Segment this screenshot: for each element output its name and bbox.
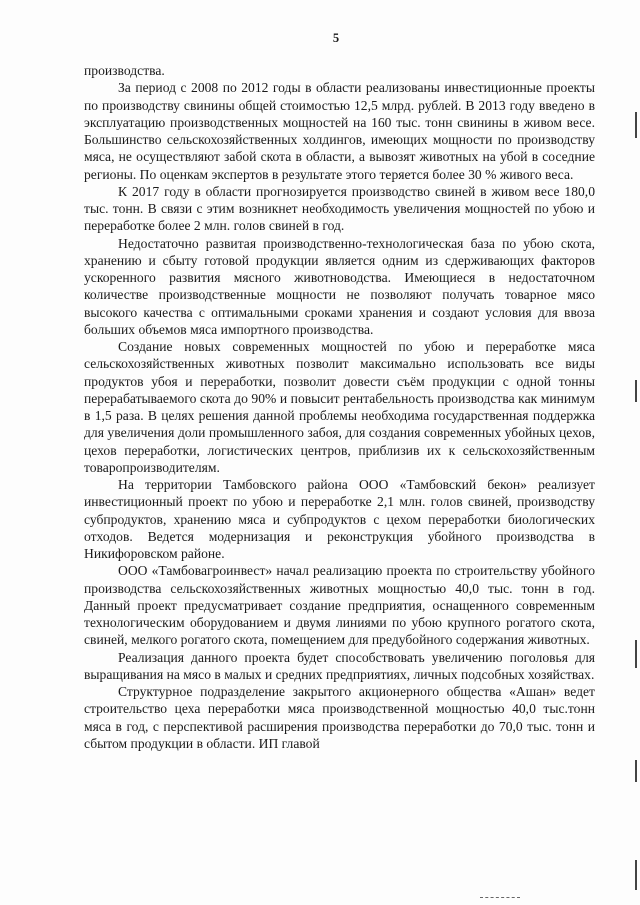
scan-mark <box>635 860 637 890</box>
scan-mark <box>635 760 637 782</box>
paragraph-continuation: производства. <box>84 63 165 78</box>
paragraph-insufficient-base: Недостаточно развитая производственно-технологическая база по убою скота, хранению и сбыту готовой продукции является одним из сдерживающих факторов ускоренного развития мясного животноводства. Имеющиеся в недостаточном количестве производственные мощности не позволяют получать товарное мясо высокого качества с оптимальными сроками хранения и создают условия для ввоза больших объемов мяса импортного производства. <box>84 235 595 337</box>
scan-mark <box>635 380 637 402</box>
paragraph-project-implementation: Реализация данного проекта будет способствовать увеличению поголовья для выращивания на мясо в малых и средних предприятиях, личных подсобных хозяйствах. <box>84 649 595 682</box>
paragraph-tambovagroinvest: ООО «Тамбовагроинвест» начал реализацию проекта по строительству убойного производства сельскохозяйственных животных мощностью 40,0 тыс. тонн в год. Данный проект предусматривает создание предприятия, оснащенного современным технологическим оборудованием и двумя линиями по убою крупного рогатого скота, свиней, мелкого рогатого скота, помещением для предубойного содержания животных. <box>84 563 595 648</box>
page-number: 5 <box>332 31 340 45</box>
document-body <box>84 62 595 752</box>
paragraph-investment-projects: За период с 2008 по 2012 годы в области реализованы инвестиционные проекты по производству свинины общей стоимостью 12,5 млрд. рублей. В 2013 году введено в эксплуатацию производственных мощностей на 160 тыс. тонн свинины в живом весе. Большинство сельскохозяйственных холдингов, имеющих мощности по производству мяса, не осуществляют забой скота в области, а вывозят животных на убой в соседние регионы. По оценкам экспертов в результате этого теряется более 30 % живого веса. <box>84 80 595 182</box>
paragraph-forecast-2017: К 2017 году в области прогнозируется производство свиней в живом весе 180,0 тыс. тонн. В связи с этим возникнет необходимость увеличения мощностей по убою и переработке более 2 млн. голов свиней в год. <box>84 183 595 234</box>
paragraph-new-capacities: Создание новых современных мощностей по убою и переработке мяса сельскохозяйственных животных позволит максимально использовать все виды продуктов убоя и переработки, позволит довести съём продукции с одной тонны перерабатываемого скота до 90% и повысит рентабельность производства как минимум в 1,5 раза. В целях решения данной проблемы необходима государственная поддержка для увеличения доли промышленного забоя, для создания современных убойных цехов, цехов переработки, логистических центров, приблизив их к сельскохозяйственным товаропроизводителям. <box>84 339 595 475</box>
scan-bottom-mark <box>480 897 520 900</box>
scan-mark <box>635 112 637 138</box>
scan-mark <box>635 640 637 668</box>
scan-margin-marks <box>632 0 640 905</box>
paragraph-auchan: Структурное подразделение закрытого акционерного общества «Ашан» ведет строительство цеха переработки мяса производственной мощностью 40,0 тыс.тонн мяса в год, с перспективой расширения производства переработки до 70,0 тыс. тонн и сбытом продукции в области. ИП главой <box>84 684 595 751</box>
paragraph-tambov-bekon: На территории Тамбовского района ООО «Тамбовский бекон» реализует инвестиционный проект по убою и переработке 2,1 млн. голов свиней, производству субпродуктов, хранению мяса и субпродуктов с цехом переработки биологических отходов. Ведется модернизация и реконструкция убойного производства в Никифоровском районе. <box>84 477 595 561</box>
